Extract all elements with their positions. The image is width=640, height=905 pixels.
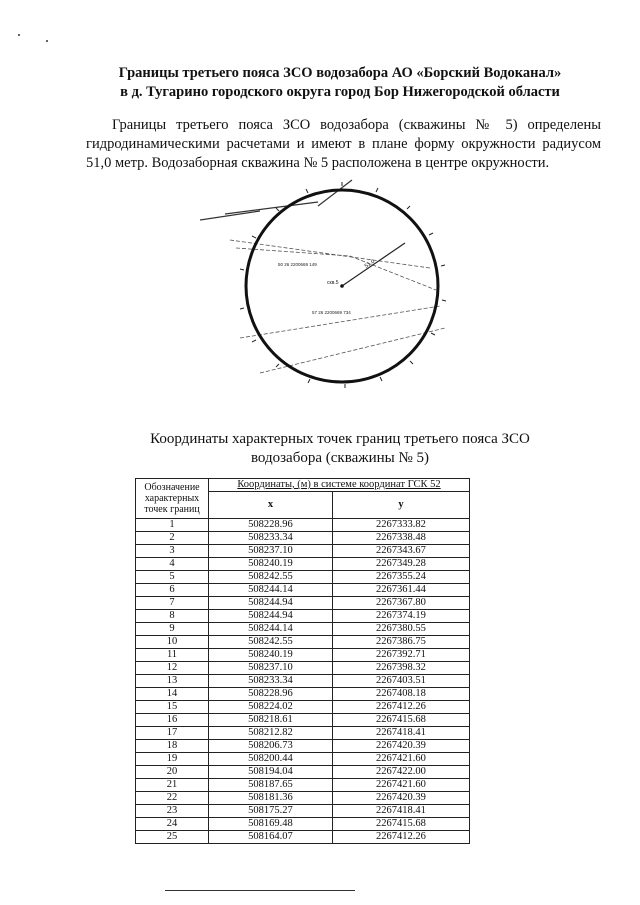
x-coordinate-cell: 508237.10 (209, 545, 333, 558)
point-number-cell: 18 (136, 740, 209, 753)
parcel-line (200, 211, 260, 220)
table-row (136, 649, 470, 662)
x-coordinate-cell: 508194.04 (209, 766, 333, 779)
table-row (136, 766, 470, 779)
x-coordinate-cell: 508244.94 (209, 597, 333, 610)
coordinates-table (135, 478, 470, 844)
table-row (136, 792, 470, 805)
point-number-cell: 4 (136, 558, 209, 571)
table-row (136, 714, 470, 727)
x-coordinate-cell: 508233.34 (209, 532, 333, 545)
zone-scheme-diagram (200, 178, 460, 398)
y-coordinate-cell: 2267343.67 (332, 545, 469, 558)
coordinates-header: Координаты, (м) в системе координат ГСК 52 (209, 479, 470, 492)
x-coordinate-cell: 508242.55 (209, 571, 333, 584)
table-row (136, 584, 470, 597)
y-coordinate-cell: 2267420.39 (332, 792, 469, 805)
table-row (136, 545, 470, 558)
y-coordinate-cell: 2267349.28 (332, 558, 469, 571)
intro-paragraph (86, 116, 601, 173)
designation-header: Обозначение характерных точек границ (136, 479, 209, 519)
y-coordinate-cell: 2267361.44 (332, 584, 469, 597)
point-number-cell: 14 (136, 688, 209, 701)
y-coordinate-cell: 2267420.39 (332, 740, 469, 753)
y-coordinate-cell: 2267380.55 (332, 623, 469, 636)
point-number-cell: 2 (136, 532, 209, 545)
point-number-cell: 19 (136, 753, 209, 766)
point-number-cell: 13 (136, 675, 209, 688)
parcel-line (225, 202, 318, 214)
intro-line-2: гидродинамическими расчетами и имеют в плане форму окружности радиусом (86, 136, 601, 152)
point-number-cell: 1 (136, 519, 209, 532)
x-coordinate-cell: 508240.19 (209, 558, 333, 571)
point-number-cell: 25 (136, 831, 209, 844)
table-row (136, 519, 470, 532)
parcel-line (350, 256, 436, 290)
table-row (136, 636, 470, 649)
caption-line-2: водозабора (скважины № 5) (250, 450, 430, 466)
y-coordinate-cell: 2267403.51 (332, 675, 469, 688)
point-number-cell: 7 (136, 597, 209, 610)
x-coordinate-cell: 508164.07 (209, 831, 333, 844)
y-coordinate-cell: 2267418.41 (332, 805, 469, 818)
point-number-cell: 6 (136, 584, 209, 597)
intro-line-3: 51,0 метр. Водозаборная скважина № 5 расположена в центре окружности. (86, 155, 550, 171)
x-coordinate-cell: 508175.27 (209, 805, 333, 818)
x-coordinate-cell: 508244.14 (209, 584, 333, 597)
title-line-1: Границы третьего пояса ЗСО водозабора АО «Борский Водоканал» (118, 65, 562, 81)
x-coordinate-cell: 508218.61 (209, 714, 333, 727)
x-coordinate-cell: 508242.55 (209, 636, 333, 649)
point-number-cell: 5 (136, 571, 209, 584)
point-number-cell: 12 (136, 662, 209, 675)
point-number-cell: 23 (136, 805, 209, 818)
well-label: скв.5 (327, 280, 339, 286)
point-number-cell: 22 (136, 792, 209, 805)
y-coordinate-cell: 2267415.68 (332, 714, 469, 727)
x-coordinate-cell: 508244.14 (209, 623, 333, 636)
point-number-cell: 3 (136, 545, 209, 558)
table-caption (130, 430, 550, 468)
table-row (136, 727, 470, 740)
y-coordinate-cell: 2267421.60 (332, 779, 469, 792)
table-row (136, 740, 470, 753)
point-number-cell: 8 (136, 610, 209, 623)
point-number-cell: 11 (136, 649, 209, 662)
parcel-label-upper: 50 26 2200669 149 (278, 262, 317, 267)
y-coordinate-cell: 2267412.26 (332, 701, 469, 714)
caption-line-1: Координаты характерных точек границ третьего пояса ЗСО (150, 431, 530, 447)
y-coordinate-cell: 2267333.82 (332, 519, 469, 532)
y-coordinate-cell: 2267374.19 (332, 610, 469, 623)
x-coordinate-cell: 508237.10 (209, 662, 333, 675)
table-row (136, 805, 470, 818)
point-number-cell: 24 (136, 818, 209, 831)
table-row (136, 623, 470, 636)
y-coordinate-cell: 2267338.48 (332, 532, 469, 545)
y-coordinate-cell: 2267412.26 (332, 831, 469, 844)
title-line-2: в д. Тугарино городского округа город Бор Нижегородской области (120, 84, 560, 100)
coordinates-body (136, 519, 470, 844)
x-coordinate-cell: 508169.48 (209, 818, 333, 831)
table-row (136, 831, 470, 844)
point-number-cell: 10 (136, 636, 209, 649)
table-row (136, 558, 470, 571)
footer-rule (165, 890, 355, 891)
x-coordinate-cell: 508187.65 (209, 779, 333, 792)
table-row (136, 610, 470, 623)
table-row (136, 688, 470, 701)
well-marker (340, 284, 344, 288)
x-coordinate-cell: 508244.94 (209, 610, 333, 623)
point-number-cell: 9 (136, 623, 209, 636)
point-number-cell: 20 (136, 766, 209, 779)
scan-speck (46, 40, 48, 42)
point-number-cell: 15 (136, 701, 209, 714)
table-row (136, 662, 470, 675)
table-row (136, 571, 470, 584)
x-coordinate-cell: 508206.73 (209, 740, 333, 753)
point-number-cell: 17 (136, 727, 209, 740)
radius-label: 51,0 (363, 258, 377, 270)
point-number-cell: 21 (136, 779, 209, 792)
table-row (136, 779, 470, 792)
x-coordinate-cell: 508228.96 (209, 519, 333, 532)
y-coordinate-cell: 2267355.24 (332, 571, 469, 584)
x-coordinate-cell: 508181.36 (209, 792, 333, 805)
table-row (136, 701, 470, 714)
x-coordinate-cell: 508200.44 (209, 753, 333, 766)
y-coordinate-cell: 2267422.00 (332, 766, 469, 779)
y-coordinate-cell: 2267367.80 (332, 597, 469, 610)
y-coordinate-cell: 2267392.71 (332, 649, 469, 662)
scan-speck (18, 34, 20, 36)
document-title (60, 64, 620, 102)
y-header: y (332, 492, 469, 519)
x-coordinate-cell: 508212.82 (209, 727, 333, 740)
table-row (136, 597, 470, 610)
table-row (136, 675, 470, 688)
parcel-label-lower: 57 26 2200669 734 (312, 310, 351, 315)
x-coordinate-cell: 508228.96 (209, 688, 333, 701)
y-coordinate-cell: 2267415.68 (332, 818, 469, 831)
intro-line-1: Границы третьего пояса ЗСО водозабора (скважины № 5) определены (112, 117, 601, 133)
parcel-line (230, 240, 430, 268)
point-number-cell: 16 (136, 714, 209, 727)
y-coordinate-cell: 2267408.18 (332, 688, 469, 701)
x-coordinate-cell: 508233.34 (209, 675, 333, 688)
y-coordinate-cell: 2267421.60 (332, 753, 469, 766)
y-coordinate-cell: 2267398.32 (332, 662, 469, 675)
x-header: x (209, 492, 333, 519)
x-coordinate-cell: 508240.19 (209, 649, 333, 662)
x-coordinate-cell: 508224.02 (209, 701, 333, 714)
table-row (136, 753, 470, 766)
table-row (136, 532, 470, 545)
table-row (136, 818, 470, 831)
y-coordinate-cell: 2267386.75 (332, 636, 469, 649)
y-coordinate-cell: 2267418.41 (332, 727, 469, 740)
